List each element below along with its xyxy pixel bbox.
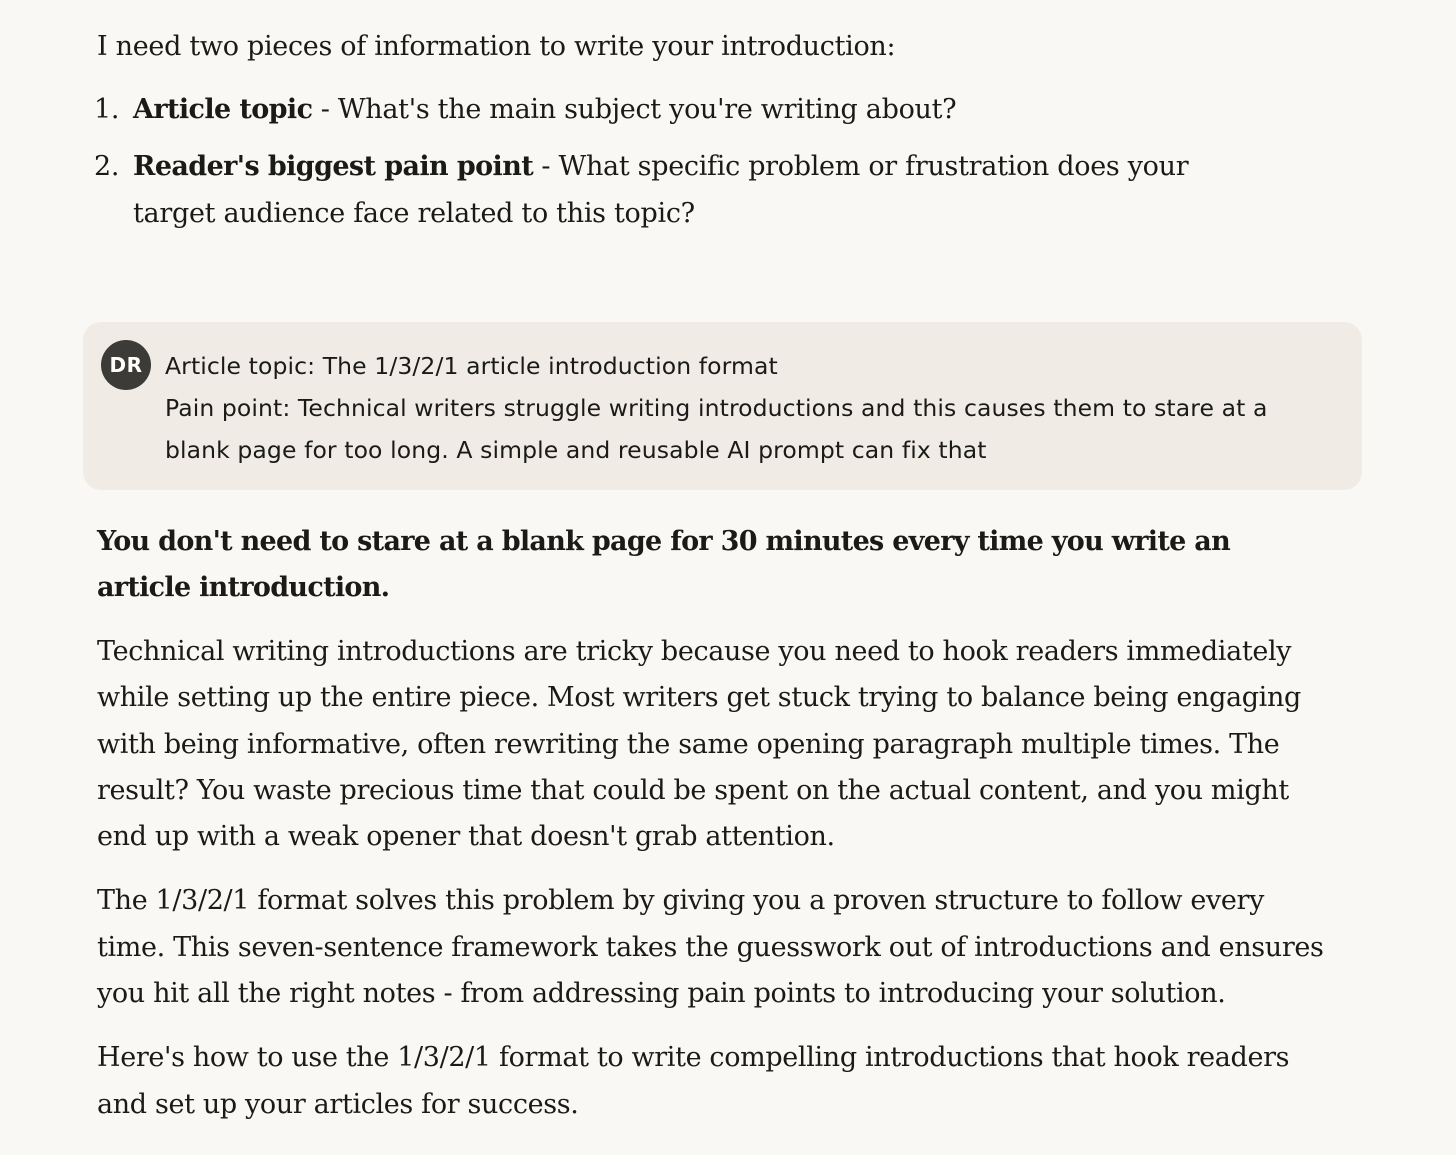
list-item	[94, 86, 1277, 133]
list-item-text: - What's the main subject you're writing about?	[312, 94, 957, 125]
avatar[interactable]: DR	[101, 340, 151, 390]
user-message-bubble	[83, 322, 1362, 490]
list-item-label: Reader's biggest pain point	[133, 151, 534, 182]
list-item-number: 1.	[94, 94, 120, 125]
response-paragraph: Here's how to use the 1/3/2/1 format to write compelling introductions that hook readers and set up your articles for success.	[97, 1042, 1290, 1120]
user-message-text	[165, 345, 1325, 471]
response-paragraph: The 1/3/2/1 format solves this problem by giving you a proven structure to follow every time. This seven-sentence framework takes the guesswork out of introductions and ensures you hit all the right notes - from addressing pain points to introducing your solution.	[97, 885, 1324, 1010]
list-item	[94, 143, 1277, 237]
assistant-message	[94, 24, 1277, 247]
response-headline: You don't need to stare at a blank page for 30 minutes every time you write an article introduction.	[97, 526, 1231, 603]
assistant-intro-text: I need two pieces of information to write your introduction:	[97, 31, 896, 62]
list-item-label: Article topic	[133, 94, 313, 125]
user-message-line-pain-point: Pain point: Technical writers struggle writing introductions and this causes them to stare at a blank page for too long. A simple and reusable AI prompt can fix that	[165, 394, 1276, 464]
response-paragraph: Technical writing introductions are tricky because you need to hook readers immediately while setting up the entire piece. Most writers get stuck trying to balance being engaging with being informative, often rewriting the same opening paragraph multiple times. The result? You waste precious time that could be spent on the actual content, and you might end up with a weak opener that doesn't grab attention.	[97, 636, 1301, 853]
user-message-line-topic: Article topic: The 1/3/2/1 article introduction format	[165, 352, 778, 380]
list-item-number: 2.	[94, 151, 120, 182]
list-item-text: - What specific problem or frustration does your target audience face related to this topic?	[133, 151, 1189, 229]
requirements-list	[94, 86, 1277, 237]
assistant-response	[97, 519, 1327, 1146]
